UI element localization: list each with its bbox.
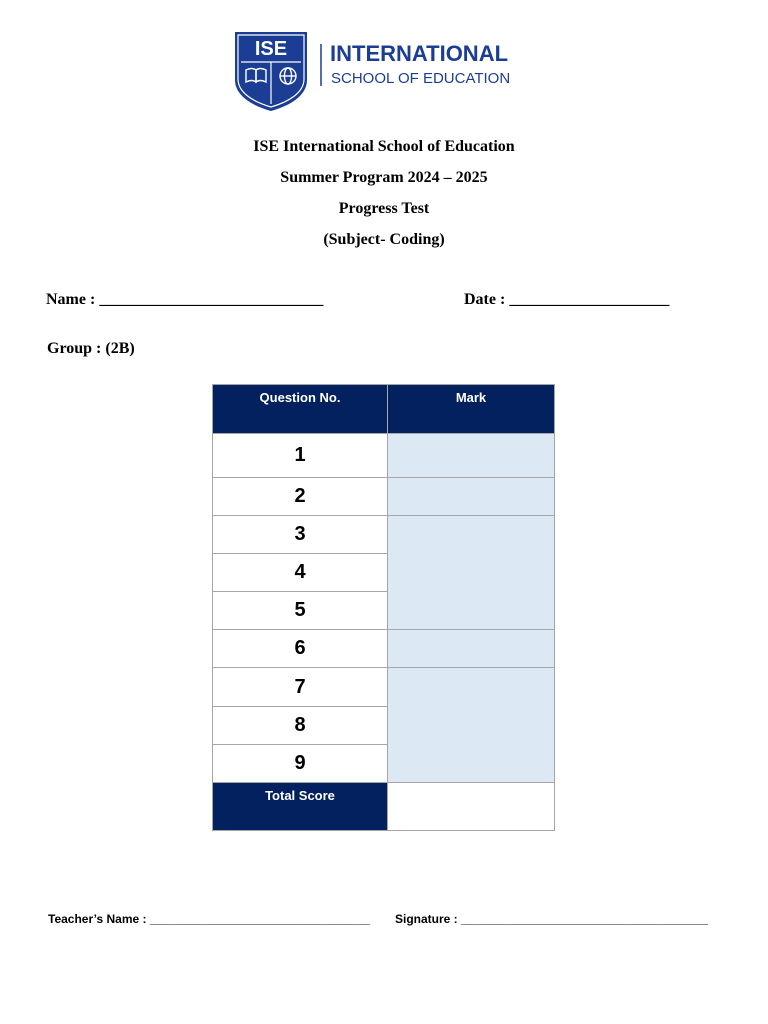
question-number: 3 [213, 516, 388, 554]
name-field[interactable]: Name : ____________________________ [46, 291, 324, 308]
school-name: ISE International School of Education [253, 138, 515, 155]
question-number: 4 [213, 554, 388, 592]
mark-cell[interactable] [388, 478, 555, 516]
marks-table [212, 384, 555, 831]
mark-cell[interactable] [388, 516, 555, 630]
question-number: 2 [213, 478, 388, 516]
group-field: Group : (2B) [47, 340, 135, 357]
document-header [0, 135, 768, 259]
mark-header: Mark [388, 385, 555, 434]
mark-cell[interactable] [388, 434, 555, 478]
program-title: Summer Program 2024 – 2025 [280, 169, 488, 186]
logo-line-2: SCHOOL OF EDUCATION [331, 70, 511, 87]
total-score-label: Total Score [213, 783, 388, 831]
question-number: 7 [213, 668, 388, 707]
question-number: 8 [213, 707, 388, 745]
mark-cell[interactable] [388, 668, 555, 783]
question-number: 5 [213, 592, 388, 630]
question-number: 9 [213, 745, 388, 783]
test-title: Progress Test [338, 200, 430, 217]
question-number: 1 [213, 434, 388, 478]
logo-badge-text: ISE [254, 38, 288, 60]
logo-line-1: INTERNATIONAL [330, 41, 509, 66]
question-no-header: Question No. [213, 385, 388, 434]
school-logo [233, 30, 533, 112]
question-number: 6 [213, 630, 388, 668]
mark-cell[interactable] [388, 630, 555, 668]
shield-logo-icon [233, 30, 533, 112]
teacher-name-field[interactable]: Teacher’s Name : _________________________________ [48, 912, 371, 926]
subject-title: (Subject- Coding) [323, 231, 445, 248]
total-score-cell[interactable] [388, 783, 555, 831]
signature-field[interactable]: Signature : _____________________________________ [395, 912, 708, 926]
date-field[interactable]: Date : ____________________ [464, 291, 670, 308]
